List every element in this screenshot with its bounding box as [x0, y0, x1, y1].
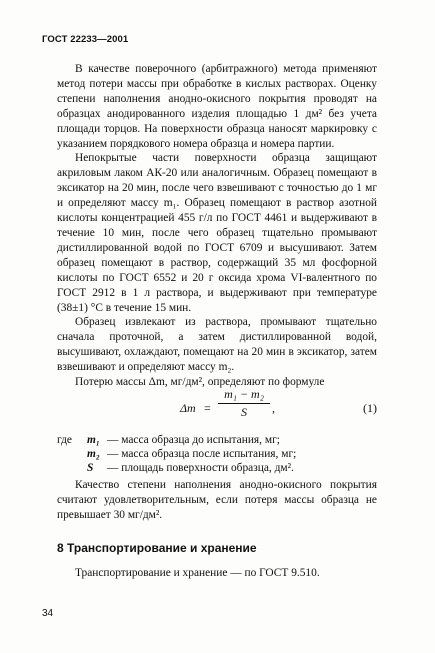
legend-row: [57, 433, 377, 447]
paragraph-method: В качестве поверочного (арбитражного) метода применяют метод потери массы при обработке в кислых растворах. Оценку степени наполнения анодно-окисного покрытия проводят на образцах анодированного изделия площадью 1 дм² без учета площади торцов. На поверхности образца наносят маркировку с указанием порядкового номера образца и номера партии.: [57, 63, 377, 150]
formula-comma: ,: [272, 401, 275, 415]
formula-fraction: [218, 387, 270, 420]
legend-row: [57, 447, 377, 461]
section-heading: 8 Транспортирование и хранение: [57, 541, 257, 555]
legend-where: где: [57, 434, 72, 446]
paragraph-criterion: Качество степени наполнения анодно-окисного покрытия считают удовлетворительным, если потеря массы образца не превышает 30 мг/дм².: [57, 479, 377, 521]
formula-numerator: m₁ − m₂: [224, 387, 264, 401]
main-text: [57, 62, 377, 390]
page-number: 34: [42, 608, 54, 619]
formula-equals: =: [204, 401, 211, 415]
formula-denominator: S: [241, 405, 247, 419]
section-text: Транспортирование и хранение — по ГОСТ 9.510.: [75, 567, 320, 579]
formula-number: (1): [363, 401, 377, 415]
legend-description: — площадь поверхности образца, дм².: [107, 462, 294, 475]
legend-description: — масса образца до испытания, мг;: [107, 434, 280, 446]
legend-description: — масса образца после испытания, мг;: [107, 448, 297, 461]
legend-symbol: m₁: [87, 434, 100, 446]
fraction-bar: [218, 403, 270, 404]
paragraph-procedure: Непокрытые части поверхности образца защищают акриловым лаком АК-20 или аналогичным. Образец помещают в эксикатор на 20 мин, после чего взвешивают с точностью до 1 мг и определяют массу m₁. Образец помещают в раствор азотной кислоты концентрацией 455 г/л по ГОСТ 4461 и выдерживают в течение 10 мин, после чего образец тщательно промывают дистиллированной водой по ГОСТ 6709 и высушивают. Затем образец помещают в раствор, содержащий 35 мл фосфорной кислоты по ГОСТ 6552 и 20 г оксида хрома VI-валентного по ГОСТ 2912 в 1 л раствора, и выдерживают при температуре (38±1) °С в течение 15 мин.: [57, 152, 377, 314]
legend-row: [57, 461, 377, 475]
formula-lhs: Δm: [180, 401, 196, 415]
mass-loss-formula: [180, 387, 380, 427]
legend-symbol: m₂: [87, 448, 100, 461]
paragraph-extraction: Образец извлекают из раствора, промывают тщательно сначала проточной, а затем дистиллированной водой, высушивают, охлаждают, помещают на 20 мин в эксикатор, затем взвешивают и определяют массу m₂.: [57, 316, 377, 374]
conclusion-text: [57, 478, 377, 523]
legend-symbol: S: [87, 462, 94, 475]
standard-header: ГОСТ 22233—2001: [42, 34, 129, 45]
paragraph-formula-intro: Потерю массы Δm, мг/дм², определяют по формуле: [75, 376, 325, 389]
formula-legend: [57, 433, 377, 476]
